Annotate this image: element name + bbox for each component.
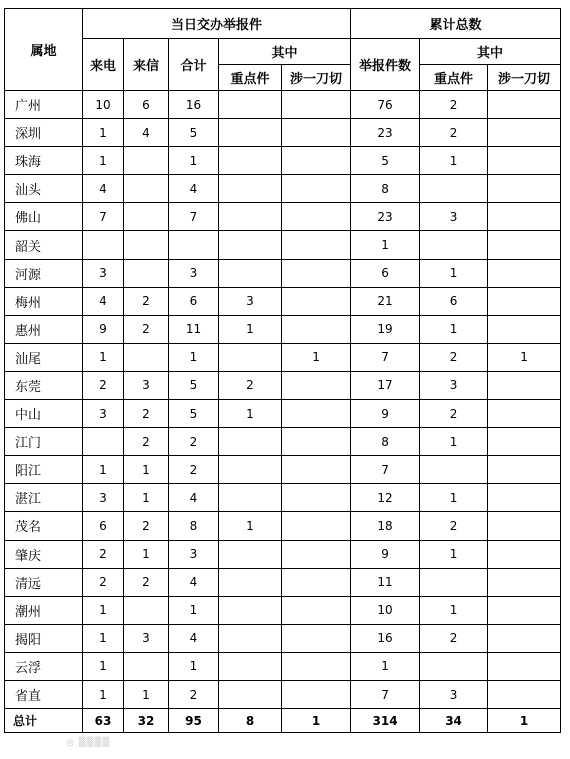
total-onesize: 1 (282, 709, 351, 733)
cell-region: 揭阳 (5, 624, 83, 652)
cell-key (219, 540, 282, 568)
cell-letter: 2 (124, 400, 169, 428)
cell-key (219, 624, 282, 652)
header-report-count: 举报件数 (351, 39, 420, 91)
cell-letter (124, 147, 169, 175)
cell-letter: 2 (124, 568, 169, 596)
cell-cum: 1 (351, 652, 420, 680)
cell-letter: 2 (124, 315, 169, 343)
cell-cum-key (420, 175, 488, 203)
cell-letter: 1 (124, 456, 169, 484)
cell-cum-onesize (488, 315, 561, 343)
cell-key (219, 484, 282, 512)
total-subtotal: 95 (169, 709, 219, 733)
cell-cum-onesize (488, 203, 561, 231)
cell-call: 3 (83, 484, 124, 512)
cell-onesize (282, 512, 351, 540)
table-row (5, 596, 561, 624)
cell-total: 11 (169, 315, 219, 343)
header-cumulative-group: 累计总数 (351, 9, 561, 39)
cell-region: 珠海 (5, 147, 83, 175)
cell-letter: 2 (124, 512, 169, 540)
cell-total: 2 (169, 680, 219, 708)
cell-call: 1 (83, 624, 124, 652)
cell-region: 茂名 (5, 512, 83, 540)
cell-cum-onesize (488, 147, 561, 175)
table-row (5, 91, 561, 119)
cell-onesize (282, 119, 351, 147)
cell-key (219, 456, 282, 484)
cell-cum-key (420, 652, 488, 680)
cell-letter (124, 231, 169, 259)
cell-onesize (282, 568, 351, 596)
cell-total: 1 (169, 596, 219, 624)
cell-call: 2 (83, 540, 124, 568)
cell-call: 1 (83, 596, 124, 624)
cell-cum-onesize (488, 231, 561, 259)
cell-total: 3 (169, 259, 219, 287)
cell-cum: 6 (351, 259, 420, 287)
cell-cum-onesize (488, 400, 561, 428)
cell-total (169, 231, 219, 259)
cell-letter (124, 652, 169, 680)
cell-region: 清远 (5, 568, 83, 596)
cell-cum-onesize (488, 259, 561, 287)
cell-cum-onesize (488, 540, 561, 568)
cell-cum-onesize (488, 624, 561, 652)
cell-cum-onesize: 1 (488, 343, 561, 371)
table-row (5, 315, 561, 343)
cell-call: 10 (83, 91, 124, 119)
table-row (5, 203, 561, 231)
cell-onesize (282, 680, 351, 708)
cell-region: 佛山 (5, 203, 83, 231)
cell-call: 2 (83, 371, 124, 399)
cell-region: 惠州 (5, 315, 83, 343)
cell-total: 6 (169, 287, 219, 315)
cell-cum: 8 (351, 175, 420, 203)
total-cumulative: 314 (351, 709, 420, 733)
cell-onesize (282, 371, 351, 399)
cell-region: 潮州 (5, 596, 83, 624)
cell-key: 1 (219, 315, 282, 343)
cell-cum-onesize (488, 568, 561, 596)
cell-letter (124, 343, 169, 371)
cell-cum-key: 3 (420, 371, 488, 399)
table-row (5, 343, 561, 371)
cell-key: 2 (219, 371, 282, 399)
cell-cum: 9 (351, 400, 420, 428)
cell-call: 9 (83, 315, 124, 343)
cell-cum-key: 1 (420, 540, 488, 568)
cell-onesize: 1 (282, 343, 351, 371)
cell-onesize (282, 624, 351, 652)
total-label: 总计 (5, 709, 83, 733)
cell-call: 1 (83, 119, 124, 147)
cell-key (219, 259, 282, 287)
cell-call: 1 (83, 456, 124, 484)
cell-total: 2 (169, 428, 219, 456)
cell-key: 1 (219, 512, 282, 540)
cell-onesize (282, 652, 351, 680)
table-row (5, 175, 561, 203)
cell-letter: 1 (124, 540, 169, 568)
cell-letter (124, 259, 169, 287)
cell-total: 2 (169, 456, 219, 484)
cell-cum-key: 2 (420, 624, 488, 652)
table-body (5, 91, 561, 709)
cell-cum-key: 3 (420, 203, 488, 231)
cell-onesize (282, 596, 351, 624)
cell-cum: 19 (351, 315, 420, 343)
cell-onesize (282, 315, 351, 343)
cell-cum: 9 (351, 540, 420, 568)
cell-letter (124, 175, 169, 203)
cell-cum-key: 2 (420, 91, 488, 119)
cell-cum: 7 (351, 680, 420, 708)
cell-call: 7 (83, 203, 124, 231)
header-daily-group: 当日交办举报件 (83, 9, 351, 39)
cell-region: 汕尾 (5, 343, 83, 371)
cell-letter: 1 (124, 680, 169, 708)
cell-total: 5 (169, 371, 219, 399)
cell-cum: 18 (351, 512, 420, 540)
cell-cum-key (420, 231, 488, 259)
total-letter: 32 (124, 709, 169, 733)
cell-key (219, 343, 282, 371)
cell-call: 1 (83, 147, 124, 175)
cell-cum-onesize (488, 596, 561, 624)
cell-cum-onesize (488, 652, 561, 680)
cell-cum-key: 1 (420, 596, 488, 624)
cell-cum-key: 2 (420, 512, 488, 540)
cell-cum-key: 1 (420, 428, 488, 456)
cell-total: 5 (169, 119, 219, 147)
cell-cum-key: 2 (420, 400, 488, 428)
total-key: 8 (219, 709, 282, 733)
cell-cum-key (420, 568, 488, 596)
cell-key (219, 231, 282, 259)
cell-region: 河源 (5, 259, 83, 287)
cell-total: 4 (169, 568, 219, 596)
cell-cum: 23 (351, 203, 420, 231)
cell-call: 4 (83, 175, 124, 203)
table-row (5, 428, 561, 456)
cell-onesize (282, 203, 351, 231)
cell-total: 3 (169, 540, 219, 568)
cell-cum-key: 1 (420, 259, 488, 287)
cell-total: 4 (169, 624, 219, 652)
cell-total: 5 (169, 400, 219, 428)
cell-call (83, 231, 124, 259)
complaint-report-table (4, 8, 561, 733)
cell-call: 6 (83, 512, 124, 540)
cell-cum-key: 1 (420, 147, 488, 175)
watermark: ◎ ▒▒▒▒ (66, 738, 111, 748)
cell-letter: 2 (124, 428, 169, 456)
table-row (5, 287, 561, 315)
cell-key: 3 (219, 287, 282, 315)
header-key-cases: 重点件 (219, 65, 282, 91)
header-subtotal: 合计 (169, 39, 219, 91)
cell-total: 4 (169, 175, 219, 203)
cell-cum: 12 (351, 484, 420, 512)
cell-cum-onesize (488, 371, 561, 399)
cell-cum-onesize (488, 91, 561, 119)
cell-cum-key (420, 456, 488, 484)
cell-total: 8 (169, 512, 219, 540)
cell-cum: 8 (351, 428, 420, 456)
cell-cum: 21 (351, 287, 420, 315)
cell-call: 1 (83, 680, 124, 708)
cell-key: 1 (219, 400, 282, 428)
cell-region: 梅州 (5, 287, 83, 315)
cell-region: 阳江 (5, 456, 83, 484)
cell-cum: 11 (351, 568, 420, 596)
total-cumulative-onesize: 1 (488, 709, 561, 733)
cell-total: 16 (169, 91, 219, 119)
cell-cum: 7 (351, 343, 420, 371)
cell-cum-key: 2 (420, 343, 488, 371)
header-call: 来电 (83, 39, 124, 91)
cell-key (219, 91, 282, 119)
header-one-size: 涉一刀切 (282, 65, 351, 91)
table-row (5, 624, 561, 652)
cell-region: 中山 (5, 400, 83, 428)
cell-onesize (282, 259, 351, 287)
cell-region: 韶关 (5, 231, 83, 259)
cell-cum-onesize (488, 175, 561, 203)
cell-total: 1 (169, 147, 219, 175)
cell-onesize (282, 287, 351, 315)
cell-region: 深圳 (5, 119, 83, 147)
cell-key (219, 568, 282, 596)
table-row (5, 400, 561, 428)
total-call: 63 (83, 709, 124, 733)
table-row (5, 680, 561, 708)
cell-onesize (282, 456, 351, 484)
cell-cum: 17 (351, 371, 420, 399)
table-row (5, 119, 561, 147)
cell-onesize (282, 428, 351, 456)
table-header (5, 9, 561, 91)
cell-key (219, 175, 282, 203)
cell-cum-key: 3 (420, 680, 488, 708)
cell-letter: 1 (124, 484, 169, 512)
cell-region: 云浮 (5, 652, 83, 680)
header-one-size-cumulative: 涉一刀切 (488, 65, 561, 91)
cell-cum-onesize (488, 287, 561, 315)
cell-region: 省直 (5, 680, 83, 708)
cell-key (219, 428, 282, 456)
table-row (5, 456, 561, 484)
cell-key (219, 596, 282, 624)
cell-call: 3 (83, 400, 124, 428)
cell-letter (124, 203, 169, 231)
cell-key (219, 652, 282, 680)
cell-cum-onesize (488, 456, 561, 484)
cell-total: 1 (169, 343, 219, 371)
header-among-cumulative: 其中 (420, 39, 561, 65)
cell-key (219, 147, 282, 175)
cell-region: 江门 (5, 428, 83, 456)
cell-region: 肇庆 (5, 540, 83, 568)
cell-onesize (282, 175, 351, 203)
cell-letter: 3 (124, 624, 169, 652)
cell-letter (124, 596, 169, 624)
cell-region: 湛江 (5, 484, 83, 512)
table-row (5, 147, 561, 175)
cell-call: 3 (83, 259, 124, 287)
cell-call: 2 (83, 568, 124, 596)
cell-cum: 23 (351, 119, 420, 147)
cell-onesize (282, 231, 351, 259)
cell-cum: 16 (351, 624, 420, 652)
cell-cum: 5 (351, 147, 420, 175)
cell-region: 汕头 (5, 175, 83, 203)
header-letter: 来信 (124, 39, 169, 91)
cell-cum: 76 (351, 91, 420, 119)
table-row (5, 371, 561, 399)
table-row (5, 652, 561, 680)
cell-cum-onesize (488, 512, 561, 540)
cell-onesize (282, 91, 351, 119)
cell-letter: 6 (124, 91, 169, 119)
cell-letter: 3 (124, 371, 169, 399)
cell-cum-onesize (488, 680, 561, 708)
cell-key (219, 680, 282, 708)
table-row (5, 231, 561, 259)
cell-cum-key: 1 (420, 315, 488, 343)
table-row (5, 259, 561, 287)
cell-total: 1 (169, 652, 219, 680)
cell-cum: 10 (351, 596, 420, 624)
total-cumulative-key: 34 (420, 709, 488, 733)
cell-letter: 2 (124, 287, 169, 315)
cell-call: 4 (83, 287, 124, 315)
header-key-cases-cumulative: 重点件 (420, 65, 488, 91)
cell-onesize (282, 147, 351, 175)
cell-cum: 1 (351, 231, 420, 259)
cell-call (83, 428, 124, 456)
table-row (5, 540, 561, 568)
cell-total: 7 (169, 203, 219, 231)
header-region: 属地 (5, 9, 83, 91)
cell-total: 4 (169, 484, 219, 512)
table-row (5, 568, 561, 596)
total-row (5, 709, 561, 733)
cell-call: 1 (83, 343, 124, 371)
cell-region: 广州 (5, 91, 83, 119)
cell-key (219, 119, 282, 147)
cell-cum-onesize (488, 119, 561, 147)
cell-letter: 4 (124, 119, 169, 147)
cell-onesize (282, 484, 351, 512)
cell-cum-key: 6 (420, 287, 488, 315)
cell-call: 1 (83, 652, 124, 680)
cell-key (219, 203, 282, 231)
cell-cum-onesize (488, 428, 561, 456)
cell-region: 东莞 (5, 371, 83, 399)
cell-cum: 7 (351, 456, 420, 484)
cell-cum-key: 1 (420, 484, 488, 512)
cell-cum-key: 2 (420, 119, 488, 147)
cell-onesize (282, 400, 351, 428)
header-among: 其中 (219, 39, 351, 65)
cell-cum-onesize (488, 484, 561, 512)
table-row (5, 484, 561, 512)
table-row (5, 512, 561, 540)
cell-onesize (282, 540, 351, 568)
